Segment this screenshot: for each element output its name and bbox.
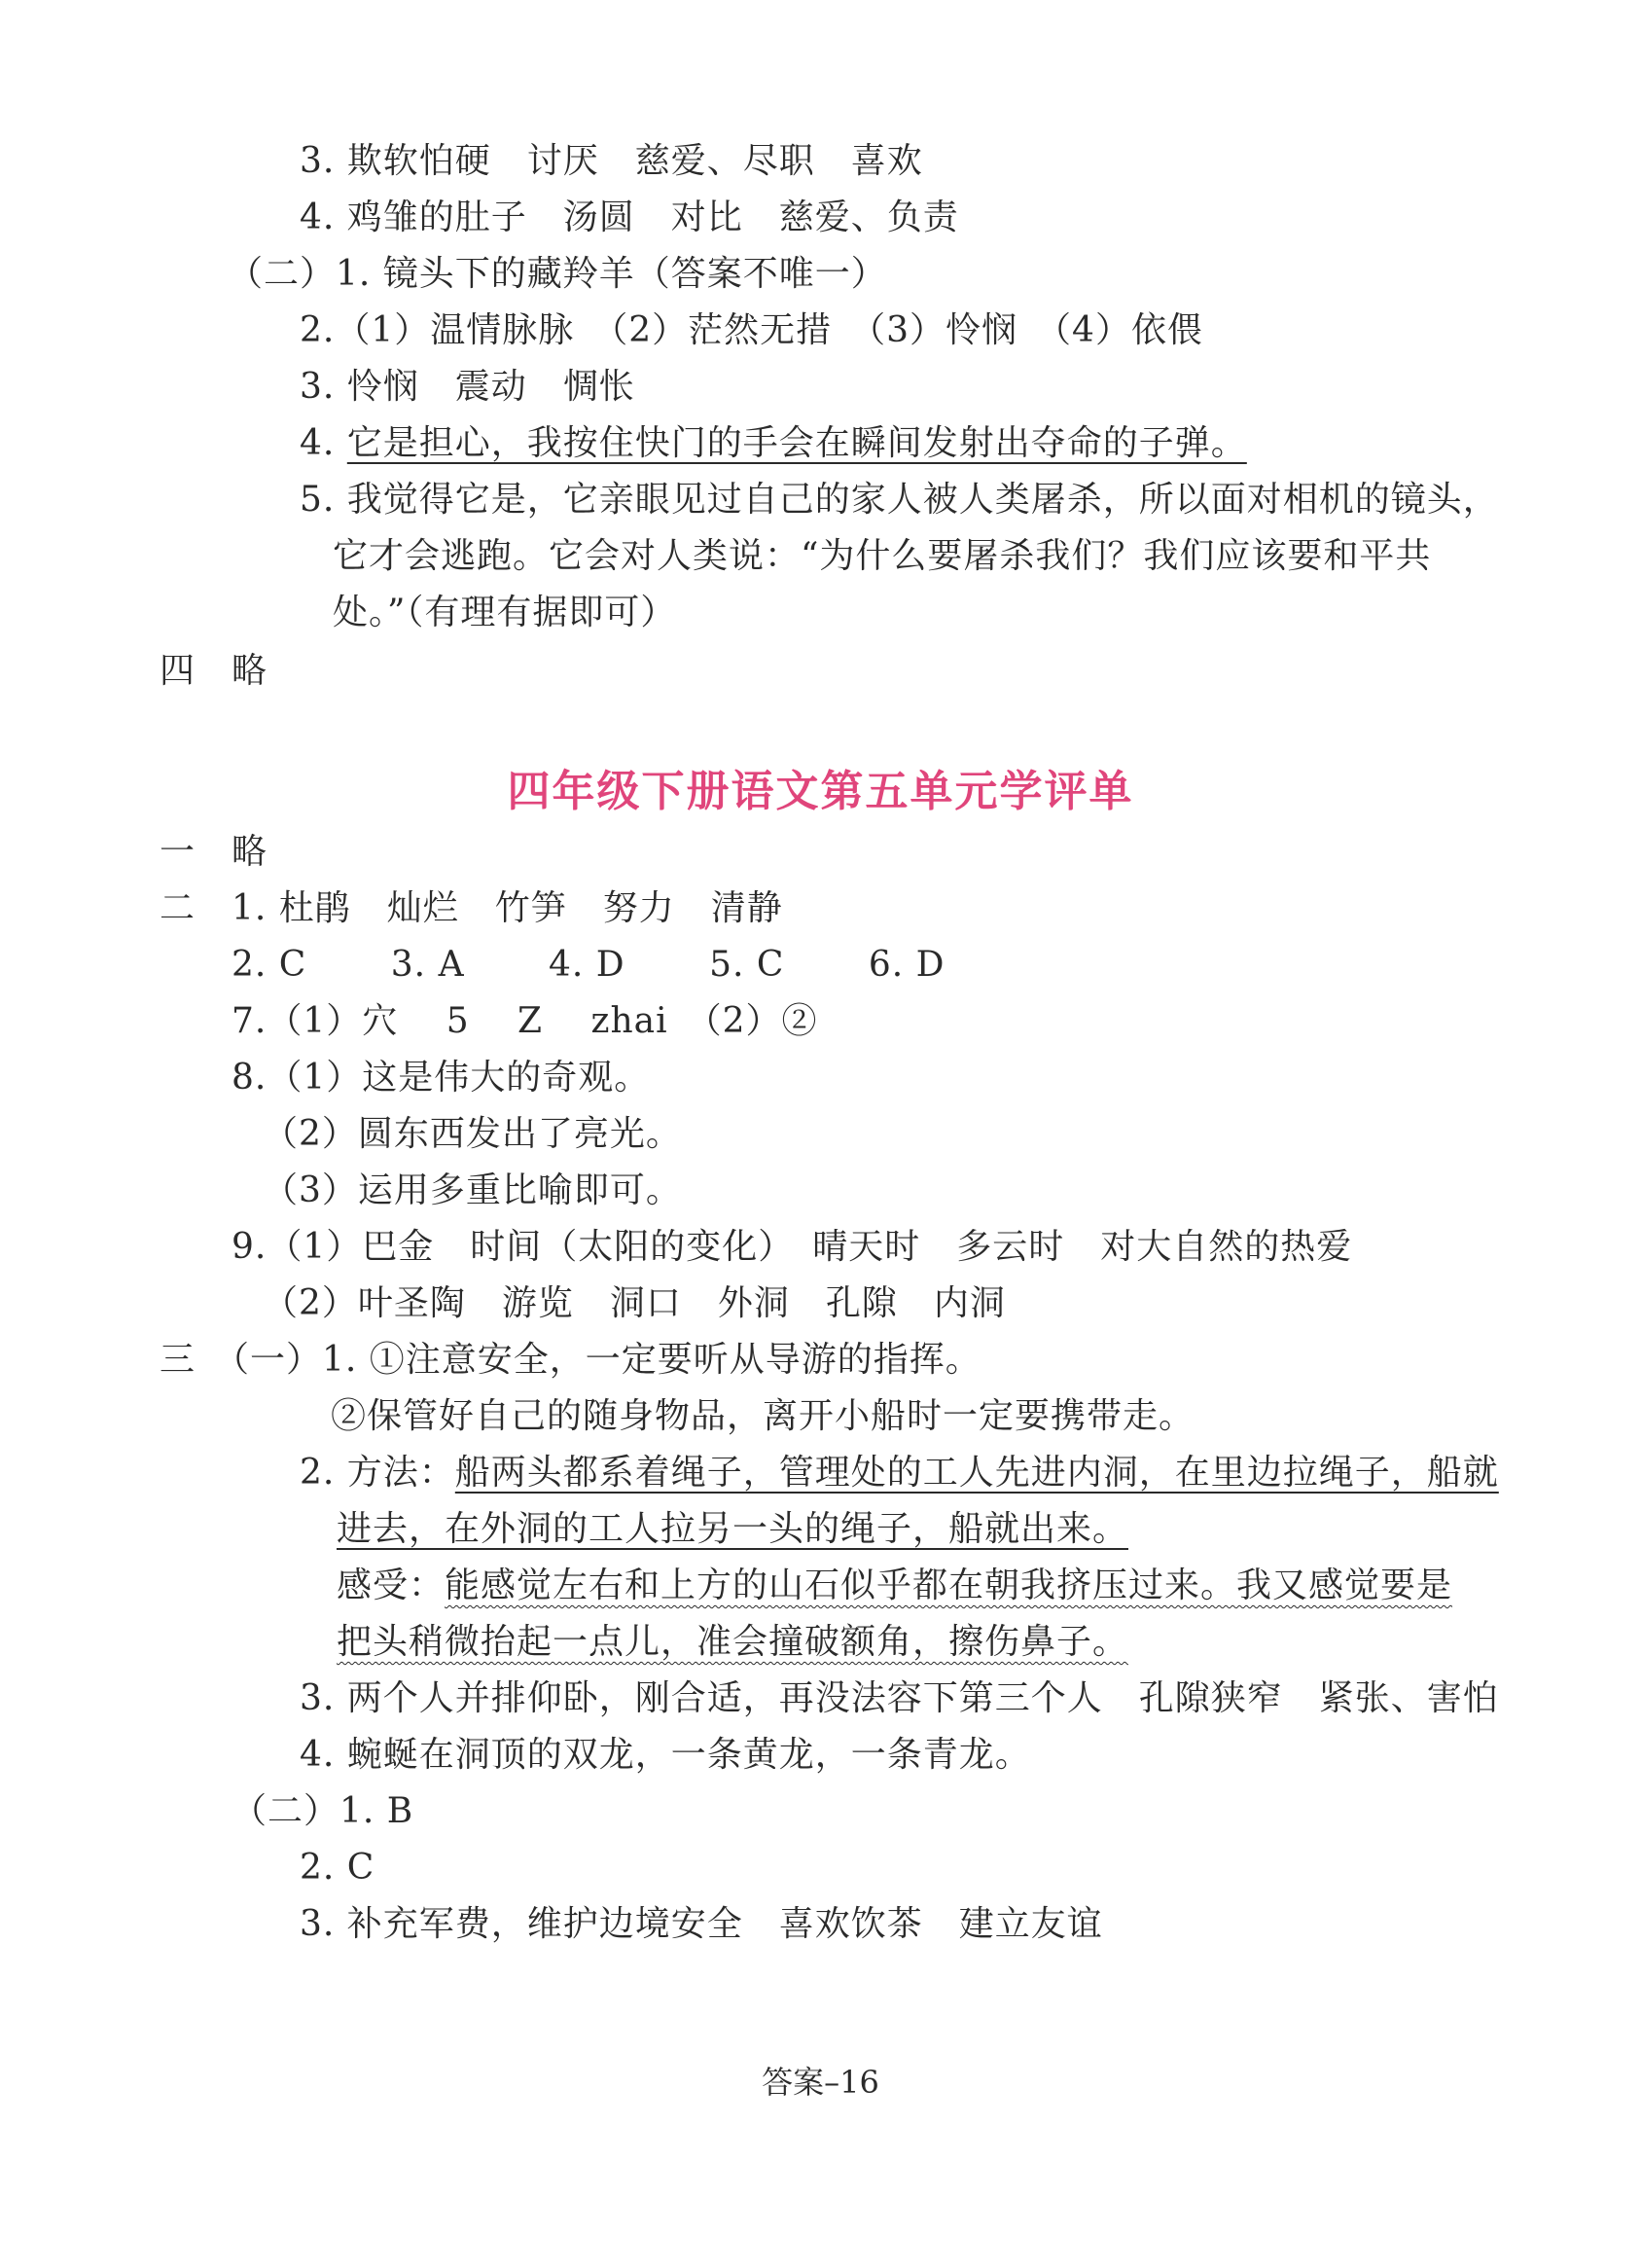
answer-line: 2.（1）温情脉脉 （2）茫然无措 （3）怜悯 （4）依偎 (300, 310, 1203, 350)
answer-line: ②保管好自己的随身物品，离开小船时一定要携带走。 (331, 1396, 1195, 1436)
answer-line: 4. 蜿蜒在洞顶的双龙，一条黄龙，一条青龙。 (300, 1735, 1031, 1775)
section-heading: 四 略 (160, 651, 268, 691)
answer-line-q4 (300, 420, 1247, 467)
answer-line: 3. 欺软怕硬 讨厌 慈爱、尽职 喜欢 (300, 141, 923, 181)
answer-line: （2）叶圣陶 游览 洞口 外洞 孔隙 内洞 (263, 1283, 1006, 1323)
answer-line: 2. C 3. A 4. D 5. C 6. D (232, 945, 945, 985)
answer-line: 二 1. 杜鹃 灿烂 竹笋 努力 清静 (160, 888, 783, 928)
answer-line: 4. 鸡雏的肚子 汤圆 对比 慈爱、负责 (300, 198, 959, 237)
answer-line: 9.（1）巴金 时间（太阳的变化） 晴天时 多云时 对大自然的热爱 (232, 1227, 1353, 1267)
answer-line: 8.（1）这是伟大的奇观。 (232, 1058, 651, 1098)
answer-line: 处。”（有理有据即可） (333, 593, 677, 632)
answer-line: （3）运用多重比喻即可。 (263, 1170, 682, 1210)
underlined-answer: 船两头都系着绳子，管理处的工人先进内洞，在里边拉绳子，船就 (454, 1453, 1499, 1493)
answer-line-method (337, 1506, 1128, 1553)
answer-line: （二）1. B (232, 1791, 414, 1831)
answer-line: （2）圆东西发出了亮光。 (263, 1114, 682, 1154)
question-number: 4. (300, 423, 347, 463)
answer-line: 7.（1）穴 5 Z zhai （2）② (232, 1001, 818, 1041)
answer-line-feel (337, 1619, 1128, 1666)
answer-line: 5. 我觉得它是，它亲眼见过自己的家人被人类屠杀，所以面对相机的镜头， (300, 480, 1499, 520)
answer-line: 3. 补充军费，维护边境安全 喜欢饮茶 建立友谊 (300, 1904, 1103, 1944)
underlined-answer: 进去，在外洞的工人拉另一头的绳子，船就出来。 (337, 1509, 1129, 1549)
underlined-answer: 它是担心，我按住快门的手会在瞬间发射出夺命的子弹。 (346, 423, 1247, 463)
answer-line-method (300, 1450, 1499, 1496)
wavy-underlined-answer: 能感觉左右和上方的山石似乎都在朝我挤压过来。我又感觉要是 (445, 1566, 1453, 1605)
answer-line: 它才会逃跑。它会对人类说：“为什么要屠杀我们？我们应该要和平共 (333, 536, 1432, 576)
answer-line: 一 略 (160, 832, 268, 872)
answer-line: 3. 怜悯 震动 惆怅 (300, 367, 635, 407)
answer-line-feel (337, 1563, 1452, 1609)
feel-label: 感受： (337, 1566, 446, 1605)
answer-line: 2. C (300, 1848, 375, 1888)
page-footer: 答案–16 (762, 2064, 879, 2101)
answer-line: 3. 两个人并排仰卧，刚合适，再没法容下第三个人 孔隙狭窄 紧张、害怕 (300, 1678, 1499, 1718)
method-label: 2. 方法： (300, 1453, 455, 1493)
unit-title: 四年级下册语文第五单元学评单 (507, 767, 1134, 816)
answer-line: 三 （一）1. ①注意安全，一定要听从导游的指挥。 (160, 1340, 981, 1380)
answer-line: （二）1. 镜头下的藏羚羊（答案不唯一） (228, 254, 887, 294)
wavy-underlined-answer: 把头稍微抬起一点儿，准会撞破额角，擦伤鼻子。 (337, 1622, 1129, 1662)
